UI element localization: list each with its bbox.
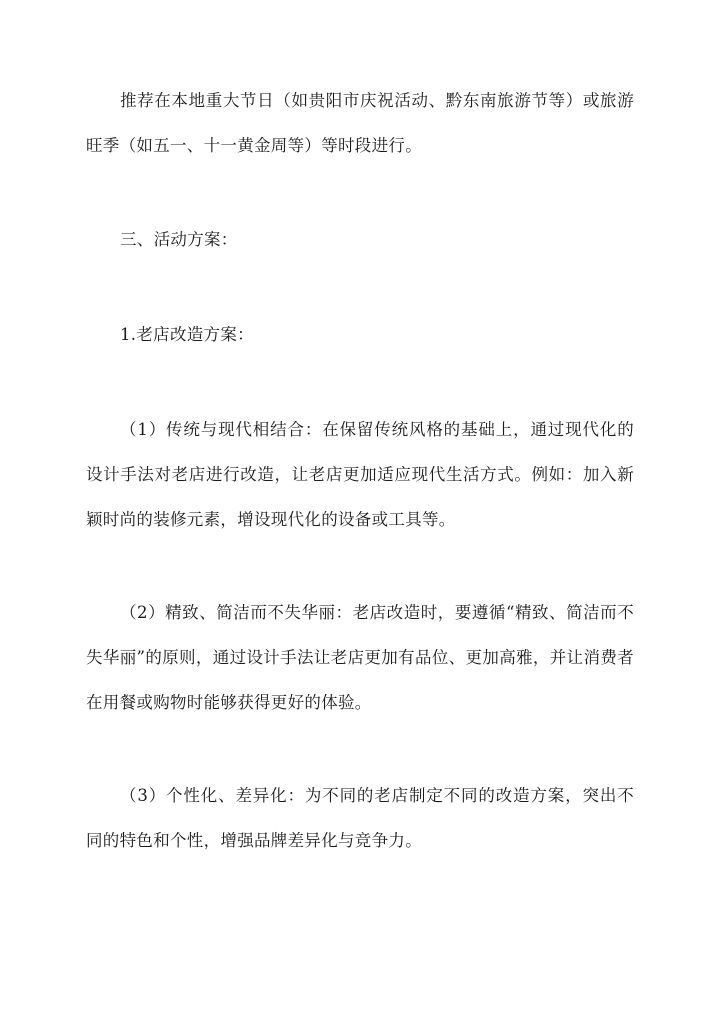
subsection-heading-store-renovation: 1.老店改造方案： bbox=[120, 325, 254, 344]
paragraph-timing-recommendation: 推荐在本地重大节日（如贵阳市庆祝活动、黔东南旅游节等）或旅游旺季（如五一、十一黄金周等）等时段进行。 bbox=[86, 91, 634, 155]
paragraph-point-1: （1）传统与现代相结合：在保留传统风格的基础上，通过现代化的设计手法对老店进行改造，让老店更加适应现代生活方式。例如：加入新颖时尚的装修元素，增设现代化的设备或工具等。 bbox=[86, 420, 634, 529]
paragraph-point-2: （2）精致、简洁而不失华丽：老店改造时，要遵循“精致、简洁而不失华丽”的原则，通过设计手法让老店更加有品位、更加高雅，并让消费者在用餐或购物时能够获得更好的体验。 bbox=[86, 603, 634, 712]
paragraph-point-3: （3）个性化、差异化：为不同的老店制定不同的改造方案，突出不同的特色和个性，增强品牌差异化与竞争力。 bbox=[86, 786, 634, 850]
section-heading-activity-plan: 三、活动方案： bbox=[120, 230, 238, 249]
